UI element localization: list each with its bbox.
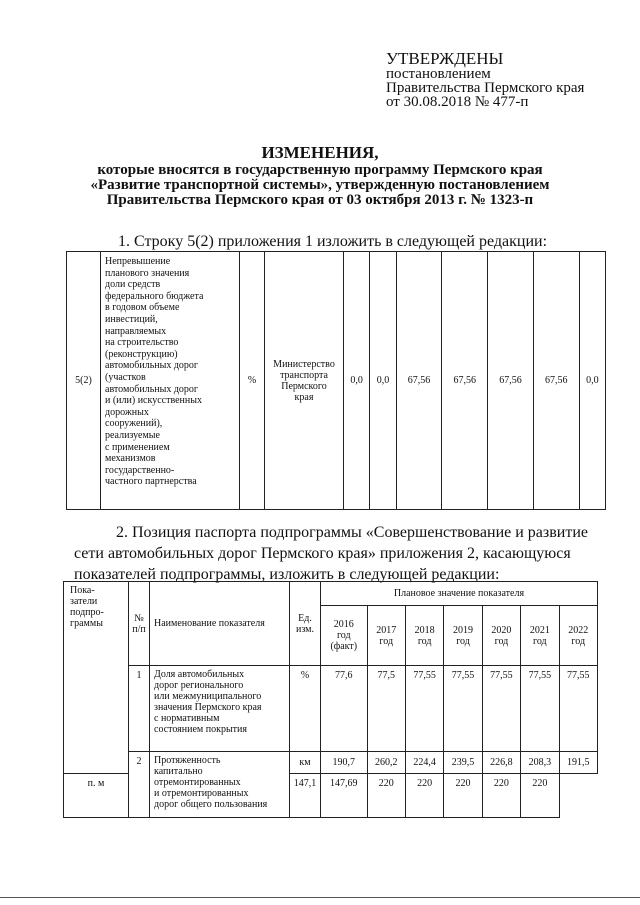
value-cell: 0,0	[344, 252, 370, 510]
indicator-table-1	[66, 251, 606, 510]
value-cell: 67,56	[442, 252, 488, 510]
desc-line: инвестиций,	[105, 313, 158, 325]
desc-line: в годовом объеме	[105, 302, 180, 314]
desc-line: с применением	[105, 441, 170, 453]
table-row	[64, 666, 598, 752]
subtitle-line: «Развитие транспортной системы», утвержденную постановлением	[90, 177, 550, 193]
planned-values-header: Плановое значение показателя	[321, 582, 598, 606]
item-1-text: 1. Строку 5(2) приложения 1 изложить в следующей редакции:	[118, 233, 548, 250]
unit-header	[290, 582, 321, 666]
value-cell: 77,5	[367, 666, 405, 752]
desc-line: сооружений),	[105, 418, 163, 430]
desc-line: планового значения	[105, 267, 190, 279]
year-header	[367, 606, 405, 666]
value-cell: 0,0	[579, 252, 605, 510]
name-line: с нормативным	[154, 713, 220, 724]
table-row	[67, 252, 606, 510]
desc-line: федерального бюджета	[105, 290, 204, 302]
name-line: Протяженность	[154, 755, 221, 766]
year-line: 2019	[453, 624, 474, 636]
year-header	[521, 606, 559, 666]
unit-cell: п. м	[64, 774, 129, 818]
value-cell: 67,56	[533, 252, 579, 510]
indicator-name	[150, 752, 290, 818]
approval-stamp	[386, 50, 616, 109]
year-line: (факт)	[330, 641, 358, 652]
unit-cell: км	[290, 752, 321, 774]
value-cell: 147,1	[290, 774, 321, 818]
header-row	[64, 582, 598, 606]
header-line: п/п	[132, 623, 146, 635]
value-cell: 147,69	[321, 774, 368, 818]
unit-cell: %	[240, 252, 265, 510]
value-cell: 77,55	[559, 666, 597, 752]
value-cell: 77,55	[405, 666, 443, 752]
value-cell: 226,8	[482, 752, 520, 774]
row-number: 1	[129, 666, 150, 752]
value-cell: 77,55	[521, 666, 559, 752]
header-line: граммы	[70, 618, 103, 629]
desc-line: направляемых	[105, 325, 167, 337]
value-cell: 220	[482, 774, 520, 818]
indicator-description	[101, 252, 240, 510]
value-cell: 220	[405, 774, 443, 818]
subtitle-line: которые вносятся в государственную программу Пермского края	[97, 162, 543, 178]
header-line: подпро-	[70, 607, 104, 618]
value-cell: 67,56	[488, 252, 534, 510]
value-cell: 260,2	[367, 752, 405, 774]
year-line: год	[571, 635, 586, 647]
desc-line: и (или) искусственных	[105, 395, 202, 407]
unit-cell: %	[290, 666, 321, 752]
document-title: ИЗМЕНЕНИЯ,	[261, 143, 379, 162]
value-cell: 67,56	[396, 252, 442, 510]
name-line: дорог общего пользования	[154, 799, 268, 810]
name-line: состоянием покрытия	[154, 724, 247, 735]
desc-line: частного партнерства	[105, 476, 197, 488]
responsible-cell	[265, 252, 344, 510]
value-cell: 77,6	[321, 666, 368, 752]
item-2-line: показателей подпрограммы, изложить в следующей редакции:	[74, 566, 500, 583]
year-line: 2016	[333, 619, 354, 630]
value-cell: 208,3	[521, 752, 559, 774]
year-header	[321, 606, 368, 666]
desc-line: (реконструкцию)	[105, 348, 178, 360]
responsible-line: Пермского	[281, 380, 327, 392]
name-line: дорог регионального	[154, 680, 244, 691]
item-2-line-text: 2. Позиция паспорта подпрограммы «Совершенствование и развитие	[116, 524, 588, 541]
responsible-line: края	[294, 391, 314, 403]
year-line: год	[336, 630, 351, 641]
year-line: 2017	[376, 624, 397, 636]
value-cell: 0,0	[370, 252, 396, 510]
approval-line: Правительства Пермского края	[386, 80, 585, 96]
item-2-line: сети автомобильных дорог Пермского края» приложения 2, касающуюся	[74, 545, 571, 562]
value-cell: 220	[367, 774, 405, 818]
desc-line: автомобильных дорог	[105, 360, 199, 372]
row-number: 5(2)	[67, 252, 101, 510]
header-line: Ед.	[298, 612, 312, 624]
desc-line: реализуемые	[105, 429, 160, 441]
item-2-text	[74, 522, 600, 585]
desc-line: государственно-	[105, 464, 175, 476]
value-cell: 77,55	[482, 666, 520, 752]
desc-line: механизмов	[105, 453, 156, 465]
desc-line: дорожных	[105, 406, 149, 418]
name-line: или межмуниципального	[154, 691, 262, 702]
value-cell: 224,4	[405, 752, 443, 774]
year-line: 2020	[491, 624, 512, 636]
value-cell: 190,7	[321, 752, 368, 774]
indicator-table-2	[63, 581, 598, 818]
name-line: капитально	[154, 766, 203, 777]
responsible-line: Министерство	[273, 358, 335, 370]
name-line: значения Пермского края	[154, 702, 262, 713]
year-line: год	[494, 635, 509, 647]
item-2-line	[74, 522, 600, 543]
value-cell: 220	[444, 774, 482, 818]
subprogram-indicators-header	[64, 582, 129, 774]
name-line: Доля автомобильных	[154, 669, 245, 680]
desc-line: Непревышение	[105, 256, 171, 267]
year-line: год	[456, 635, 470, 647]
name-line: отремонтированных	[154, 777, 241, 788]
value-cell: 191,5	[559, 752, 597, 774]
year-line: год	[417, 635, 432, 647]
year-header	[559, 606, 597, 666]
year-line: год	[379, 635, 394, 647]
bottom-divider	[0, 897, 640, 898]
desc-line: доли средств	[105, 279, 161, 291]
approval-line: постановлением	[386, 66, 491, 82]
approval-date: от 30.08.2018 № 477-п	[386, 94, 529, 110]
header-line: №	[134, 612, 144, 624]
year-line: 2022	[568, 624, 589, 636]
row-number: 2	[129, 752, 150, 818]
header-line: изм.	[296, 623, 314, 635]
value-cell: 239,5	[444, 752, 482, 774]
header-line: затели	[70, 596, 98, 607]
year-line: год	[532, 635, 547, 647]
value-cell: 220	[521, 774, 559, 818]
value-cell: 77,55	[444, 666, 482, 752]
name-line: и отремонтированных	[154, 788, 249, 799]
header-line: Пока-	[70, 585, 95, 596]
desc-line: (участков	[105, 371, 146, 383]
responsible-line: транспорта	[280, 369, 328, 381]
number-header	[129, 582, 150, 666]
year-header	[444, 606, 482, 666]
approval-heading: УТВЕРЖДЕНЫ	[386, 49, 504, 68]
document-subtitle	[0, 163, 640, 208]
subtitle-line: Правительства Пермского края от 03 октября 2013 г. № 1323-п	[106, 192, 534, 208]
year-line: 2018	[414, 624, 435, 636]
year-header	[405, 606, 443, 666]
table-row	[64, 752, 598, 774]
year-header	[482, 606, 520, 666]
desc-line: автомобильных дорог	[105, 383, 199, 395]
indicator-name	[150, 666, 290, 752]
desc-line: на строительство	[105, 337, 179, 349]
indicator-name-header: Наименование показателя	[150, 582, 290, 666]
year-line: 2021	[529, 624, 550, 636]
